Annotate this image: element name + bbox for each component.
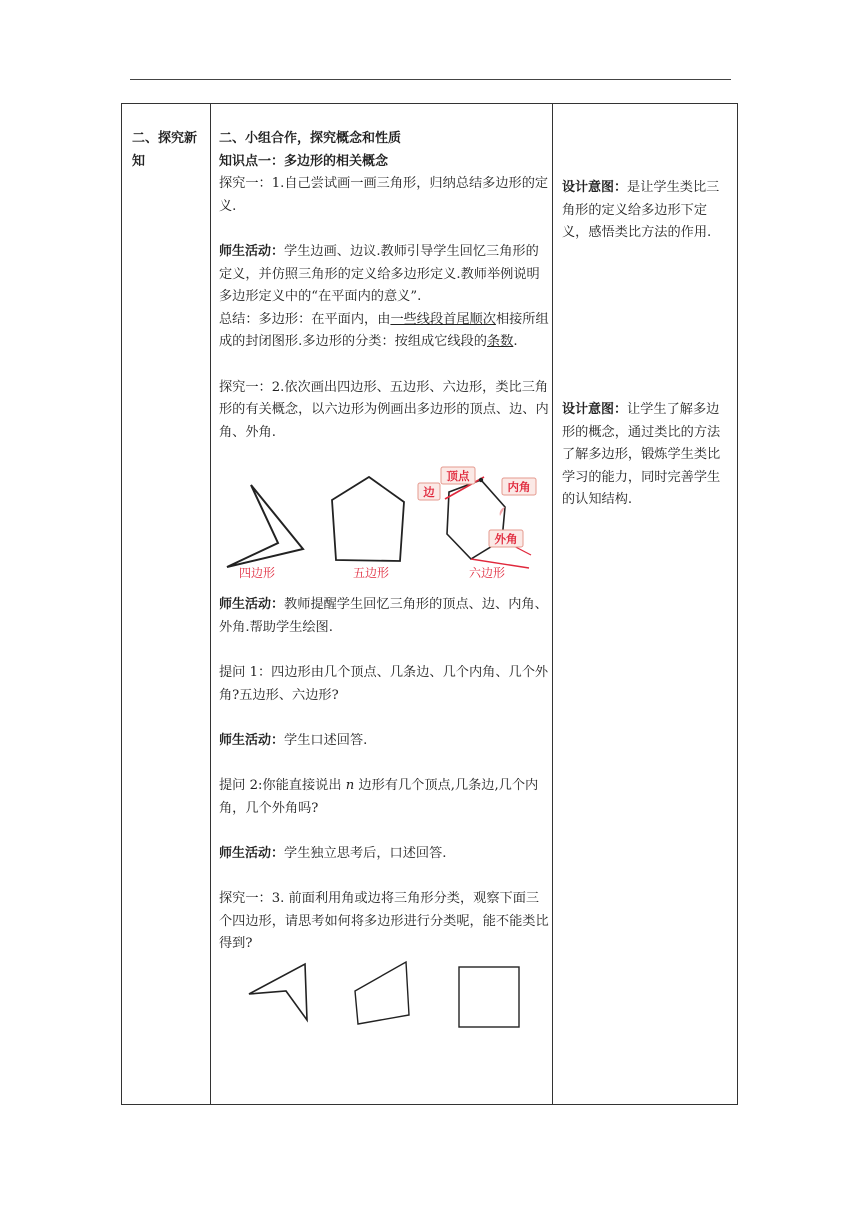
explore-2-text: 探究一：2.依次画出四边形、五边形、六边形，类比三角形的有关概念，以六边形为例画出多边形的顶点、边、内角、外角.	[219, 379, 549, 440]
activity-3-text: 学生口述回答.	[284, 732, 368, 748]
knowledge-point-1: 知识点一：多边形的相关概念	[219, 153, 389, 169]
main-heading: 二、小组合作，探究概念和性质	[219, 131, 402, 146]
question-2	[219, 775, 549, 820]
convex-quadrilateral	[355, 962, 409, 1024]
summary-part-a: 总结：多边形：在平面内，由	[219, 311, 391, 327]
activity-3	[219, 730, 549, 753]
explore-1-text: 探究一：1.自己尝试画一画三角形，归纳总结多边形的定义.	[219, 176, 549, 214]
summary-underline-2: 条数	[486, 334, 514, 350]
activity-1	[219, 241, 549, 309]
activity-4	[219, 843, 549, 866]
interior-label: 内角	[507, 480, 531, 495]
explore-3-text: 探究一：3. 前面利用角或边将三角形分类，观察下面三个四边形，请思考如何将多边形进行分类呢，能不能类比得到?	[219, 891, 549, 952]
main-column	[219, 128, 549, 1036]
design-intent-1-text: 是让学生类比三角形的定义给多边形下定义，感悟类比方法的作用.	[562, 180, 720, 241]
pentagon-label: 五边形	[352, 566, 390, 581]
square-shape	[459, 967, 519, 1027]
hexagon-label: 六边形	[468, 566, 506, 581]
vertex-label: 顶点	[446, 469, 470, 484]
quadrilateral-shape	[227, 485, 303, 567]
summary-part-c: .	[513, 334, 518, 350]
question-2-part-b: 边形有几个顶点,几条边,几个内角，几个外角吗?	[219, 778, 539, 816]
activity-2-label: 师生活动：	[219, 597, 285, 613]
summary-underline-1: 一些线段首尾顺次	[390, 311, 496, 327]
lesson-plan-table	[121, 103, 738, 1105]
pentagon-shape	[332, 477, 404, 561]
quadrilateral-label: 四边形	[238, 566, 276, 581]
vertex-dot	[479, 478, 483, 482]
exterior-label: 外角	[494, 532, 518, 547]
concave-quadrilateral	[249, 964, 307, 1020]
question-2-part-a: 提问 2:你能直接说出	[219, 778, 346, 794]
activity-1-label: 师生活动：	[219, 243, 285, 259]
question-1: 提问 1：四边形由几个顶点、几条边、几个内角、几个外角?五边形、六边形?	[219, 665, 549, 703]
header-rule	[130, 79, 731, 80]
column-divider-1	[210, 104, 211, 1104]
activity-4-text: 学生独立思考后，口述回答.	[284, 845, 447, 861]
summary-part-b: 相接所组成的封闭图形.多边形的分类：按组成它线段的	[219, 311, 549, 350]
activity-2	[219, 594, 549, 639]
summary-text	[219, 309, 549, 354]
design-intent-1-label: 设计意图：	[562, 180, 628, 195]
quadrilaterals-figure	[219, 956, 549, 1036]
column-divider-2	[552, 104, 553, 1104]
polygon-figure	[219, 444, 549, 584]
activity-1-text: 学生边画、边议.教师引导学生回忆三角形的定义，并仿照三角形的定义给多边形定义.教师举例说明多边形定义中的“在平面内的意义”.	[219, 243, 540, 305]
activity-3-label: 师生活动：	[219, 732, 285, 748]
design-intent-1	[562, 177, 732, 245]
question-2-variable: n	[345, 778, 355, 794]
activity-2-text: 教师提醒学生回忆三角形的顶点、边、内角、外角.帮助学生绘图.	[219, 597, 548, 635]
section-title: 二、探究新知	[132, 131, 198, 169]
activity-4-label: 师生活动：	[219, 845, 285, 861]
design-intent-2-label: 设计意图：	[562, 402, 628, 417]
design-intent-2-text: 让学生了解多边形的概念，通过类比的方法了解多边形，锻炼学生类比学习的能力，同时完善学生的认知结构.	[562, 402, 721, 508]
design-intent-2	[562, 399, 732, 512]
edge-label: 边	[423, 485, 435, 500]
